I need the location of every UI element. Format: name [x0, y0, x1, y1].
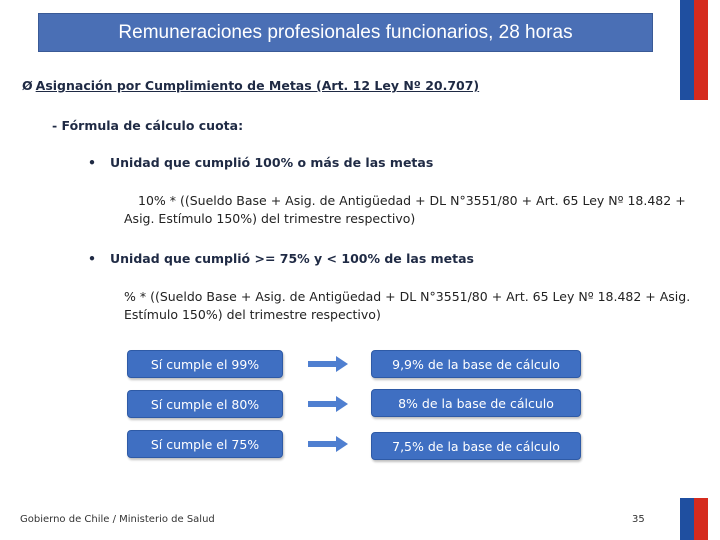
formula-text — [124, 210, 415, 228]
condition-box: Sí cumple el 75% — [127, 430, 283, 458]
slide-title: Remuneraciones profesionales funcionarios, 28 horas — [118, 21, 573, 43]
formula-text — [138, 192, 686, 210]
chile-flag-stripe-bottom — [672, 498, 720, 540]
bullet-dot-icon: • — [88, 155, 96, 170]
result-box: 7,5% de la base de cálculo — [371, 432, 581, 460]
bullet-item — [88, 251, 474, 266]
formula-line: 10% * ((Sueldo Base + Asig. de Antigüedad + DL N°3551/80 + Art. 65 Ley Nº 18.482 + — [138, 193, 686, 208]
page-number: 35 — [632, 514, 645, 525]
chile-flag-stripe — [672, 0, 720, 100]
bullet-dot-icon: • — [88, 251, 96, 266]
formula-line: % * ((Sueldo Base + Asig. de Antigüedad + DL N°3551/80 + Art. 65 Ley Nº 18.482 + Asig. — [124, 289, 691, 304]
slide-title-bar — [38, 13, 653, 52]
footer-text: Gobierno de Chile / Ministerio de Salud — [20, 514, 215, 525]
right-arrow-icon — [308, 356, 348, 372]
formula-line: Estímulo 150%) del trimestre respectivo) — [124, 307, 381, 322]
result-box: 8% de la base de cálculo — [371, 389, 581, 417]
formula-line: Asig. Estímulo 150%) del trimestre respectivo) — [124, 211, 416, 226]
result-box: 9,9% de la base de cálculo — [371, 350, 581, 378]
bullet-item — [88, 155, 433, 170]
arrow-bullet-icon: Ø — [22, 78, 33, 93]
condition-box: Sí cumple el 99% — [127, 350, 283, 378]
section-heading-text: Asignación por Cumplimiento de Metas (Art. 12 Ley Nº 20.707) — [35, 78, 480, 93]
bullet-label: Unidad que cumplió >= 75% y < 100% de las metas — [110, 251, 474, 266]
section-heading — [22, 78, 479, 93]
right-arrow-icon — [308, 396, 348, 412]
formula-subheading: - Fórmula de cálculo cuota: — [52, 118, 244, 133]
condition-box: Sí cumple el 80% — [127, 390, 283, 418]
right-arrow-icon — [308, 436, 348, 452]
bullet-label: Unidad que cumplió 100% o más de las metas — [110, 155, 434, 170]
formula-text — [124, 288, 690, 324]
